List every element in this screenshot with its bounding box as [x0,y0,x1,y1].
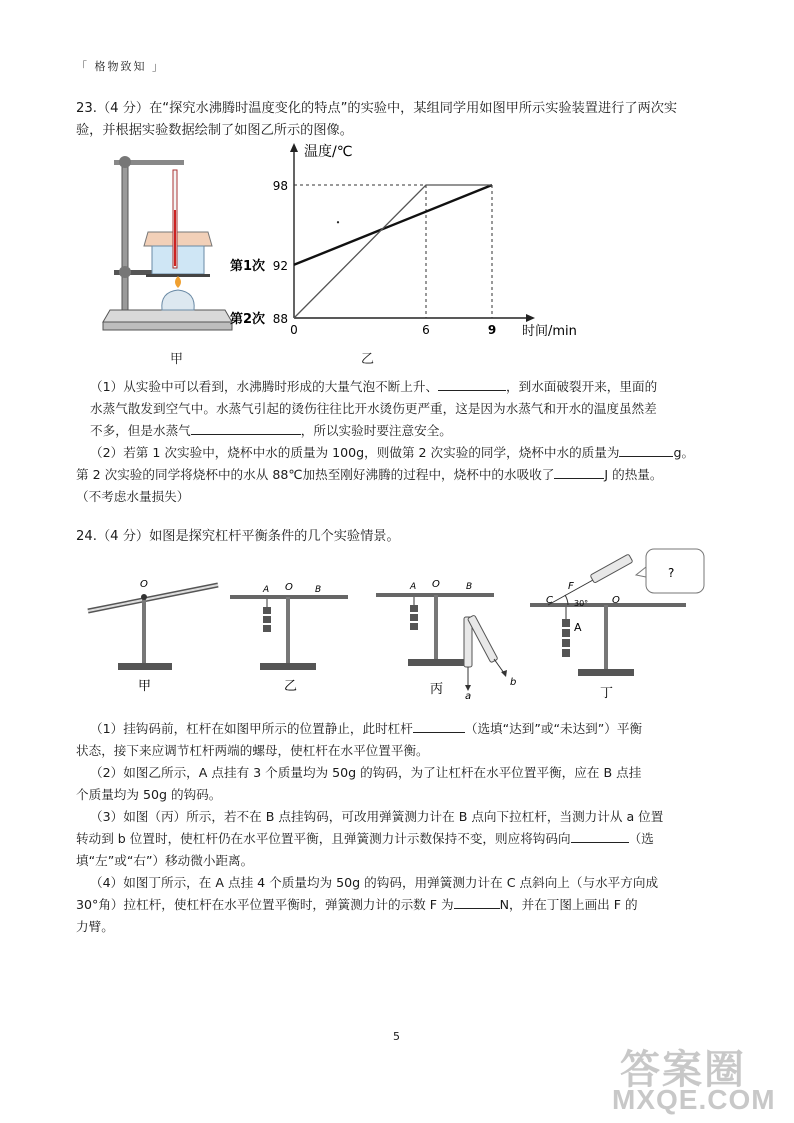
x-tick-1: 6 [422,323,430,337]
lever-bing-base [408,659,464,666]
lever-yi-base [260,663,316,670]
q24-part1 [90,718,720,740]
clamp-knob-middle [119,266,131,278]
lever-ding-angle: 30° [574,599,589,608]
lever-bing-B: B [466,582,473,592]
flame-icon [175,276,181,288]
lever-fig-yi [230,582,348,670]
lever-bing-post [434,595,438,661]
q24-fig-label-2: 丙 [430,682,444,697]
lever-ding-base [578,669,634,676]
lever-bing-A: A [410,582,417,592]
weight-yi-3 [263,625,271,632]
q23-title [76,98,726,142]
watermark-logo: 答案圈 [620,1048,746,1092]
q23-part1-line3: 不多，但是水蒸气 ，所以实验时要注意安全。 [90,423,452,438]
q24-fig-label-0: 甲 [138,679,152,694]
series-line-2 [294,185,492,318]
q24-part3-line1: （3）如图（丙）所示，若不在 B 点挂钩码，可改用弹簧测力计在 B 点向下拉杠杆，当测力计从 a 位置 [90,809,664,824]
weight-ding-3 [562,639,570,647]
x-tick-2: 9 [487,323,497,337]
lever-jia-base [118,663,172,670]
stray-dot [337,221,339,223]
series-label-2: 第2次 [230,312,266,327]
lever-yi-post [286,597,290,665]
y-axis-label: 温度/℃ [304,144,353,160]
spring-scale-ding [590,554,633,583]
lever-fig-ding [530,549,704,676]
lever-ding-C: C [546,595,553,606]
x-tick-0: 0 [290,323,298,337]
q23-part2-cont [76,464,726,508]
q24-fig-label-3: 丁 [600,686,614,701]
q24-part3-line3: 填“左”或“右”）移动微小距离。 [76,853,254,868]
page-number: 5 [393,1030,400,1043]
cardboard-cover [144,232,212,246]
page-header: 「 格物致知 」 [76,60,165,73]
y-tick-1: 92 [272,258,288,273]
weight-bing-2 [410,614,418,621]
q24-part2-line2: 个质量均为 50g 的钩码。 [76,787,222,802]
y-axis-arrow [290,143,298,152]
lever-jia-O: O [140,579,148,590]
q23-part2-line1: （2）若第 1 次实验中，烧杯中水的质量为 100g，则做第 2 次实验的同学，烧杯中水的质量为 g。 [90,445,695,460]
q24-part4-line3: 力臂。 [76,919,114,934]
q24-lever-figures [80,545,720,705]
lever-ding-post [604,605,608,671]
stand-rod [122,158,128,310]
lever-yi-A: A [263,585,270,595]
y-tick-0: 88 [272,312,288,326]
q23-fig-yi-label: 乙 [361,352,375,367]
q24-blank-1[interactable] [413,719,465,733]
weight-bing-1 [410,605,418,612]
q24-part3-line2: 转动到 b 位置时，使杠杆仍在水平位置平衡，且弹簧测力计示数保持不变，则应将钩码向 （选 [76,831,654,846]
q23-title-line1: 23.（4 分）在“探究水沸腾时温度变化的特点”的实验中，某组同学用如图甲所示实验装置进行了两次实 [76,101,678,116]
question-bubble [646,549,704,593]
lever-ding-F: F [568,581,574,592]
q24-part1-line1: （1）挂钩码前，杠杆在如图甲所示的位置静止，此时杠杆 （选填“达到”或“未达到”）平衡 [90,721,643,736]
q24-blank-2[interactable] [571,829,629,843]
x-axis-label: 时间/min [522,324,577,339]
q24-title: 24.（4 分）如图是探究杠杆平衡条件的几个实验情景。 [76,529,400,544]
stand-base-front [103,322,232,330]
lever-bing-a: a [465,691,472,702]
lever-fig-bing [376,579,516,702]
lever-fig-jia [88,579,218,670]
weight-bing-3 [410,623,418,630]
q24-part4-line1: （4）如图丁所示，在 A 点挂 4 个质量均为 50g 的钩码，用弹簧测力计在 C 点斜向上（与水平方向成 [90,875,659,890]
weight-yi-2 [263,616,271,623]
alcohol-lamp [162,290,194,310]
clamp-knob-top [119,156,131,168]
q24-blank-3[interactable] [454,895,500,909]
lever-ding-O: O [612,595,620,606]
q24-fig-label-1: 乙 [284,679,298,694]
q23-temperature-chart [222,138,577,343]
watermark-url: MXQE.COM [612,1084,776,1115]
q24-part4-line2: 30°角）拉杠杆，使杠杆在水平位置平衡时，弹簧测力计的示数 F 为 N，并在丁图上画出 F 的 [76,897,638,912]
series-line-1 [294,185,492,265]
lever-ding-A: A [574,621,582,634]
q23-part1-line1: （1）从实验中可以看到，水沸腾时形成的大量气泡不断上升、 ，到水面破裂开来，里面的 [90,379,658,394]
q23-part1 [90,376,720,442]
q23-part2 [90,442,720,464]
q23-blank-3[interactable] [619,443,673,457]
weight-ding-4 [562,649,570,657]
series-label-1: 第1次 [230,258,266,274]
q23-blank-1[interactable] [438,377,506,391]
weight-ding-1 [562,619,570,627]
lever-yi-O: O [285,582,293,593]
q23-blank-4[interactable] [554,465,604,479]
x-axis-arrow [526,314,535,322]
lever-bing-O: O [432,579,440,590]
y-tick-2: 98 [272,179,288,193]
q23-apparatus-figure [100,140,240,350]
weight-ding-2 [562,629,570,637]
q23-part2-line2: 第 2 次实验的同学将烧杯中的水从 88℃加热至刚好沸腾的过程中，烧杯中的水吸收了 J 的热量。 [76,467,663,482]
stand-base [103,310,232,322]
q23-title-line2: 验，并根据实验数据绘制了如图乙所示的图像。 [76,123,353,138]
lever-yi-B: B [315,585,322,595]
q23-part1-line2: 水蒸气散发到空气中。水蒸气引起的烫伤往往比开水烫伤更严重，这是因为水蒸气和开水的温度虽然差 [90,401,657,416]
lever-bing-b: b [510,677,517,688]
q23-blank-2[interactable] [191,421,301,435]
q23-part2-line3: （不考虑水量损失） [76,489,190,504]
q23-fig-jia-label: 甲 [170,352,184,367]
q24-part1-cont: 状态，接下来应调节杠杆两端的螺母，使杠杆在水平位置平衡。 [76,743,429,758]
question-bubble-mark: ? [668,566,675,580]
beaker [152,246,204,274]
q24-part2-line1: （2）如图乙所示，A 点挂有 3 个质量均为 50g 的钩码，为了让杠杆在水平位置平衡，应在 B 点挂 [90,765,642,780]
lever-jia-post [142,597,146,665]
weight-yi-1 [263,607,271,614]
